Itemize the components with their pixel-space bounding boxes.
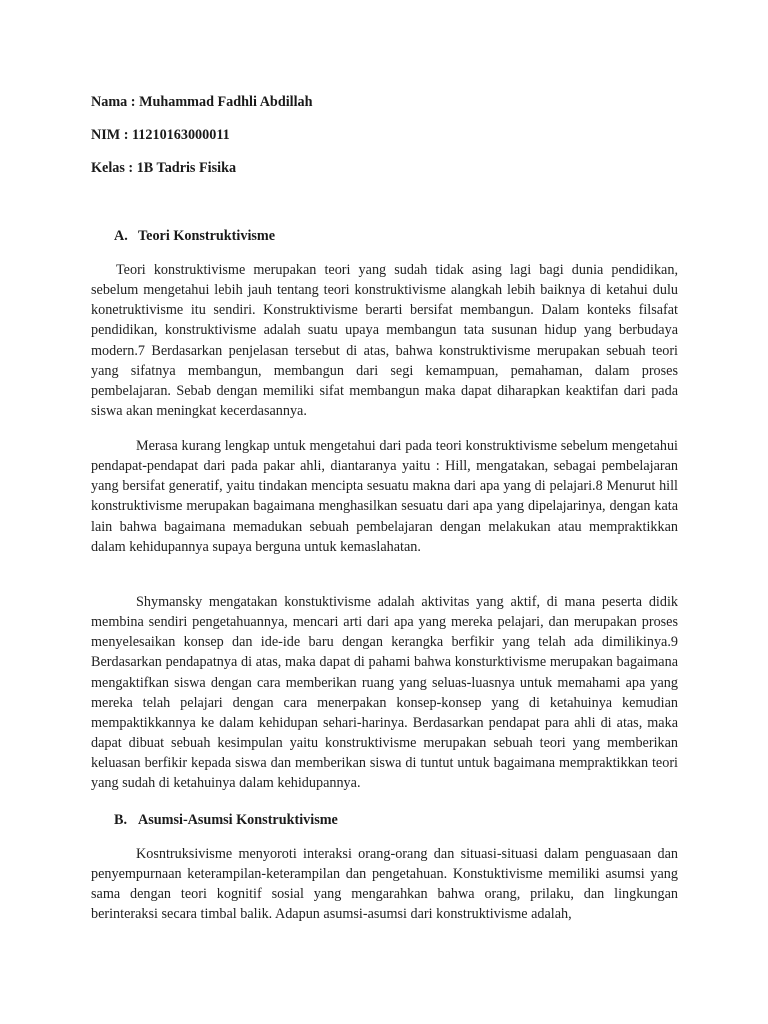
student-name: Nama : Muhammad Fadhli Abdillah	[91, 94, 313, 110]
section-a-paragraph-3: Shymansky mengatakan konstuktivisme adalah aktivitas yang aktif, di mana peserta didik membina sendiri pengetahuannya, mencari arti dari apa yang mereka pelajari, dan merupakan proses menyelesaikan konsep dan ide-ide baru dengan kerangka berfikir yang telah ada dimilikinya.9 Berdasarkan pendapatnya di atas, maka dapat di pahami bahwa konsturktivisme merupakan bagaimana mengaktifkan siswa dengan cara memberikan ruang yang seluas-luasnya untuk memahami apa yang mereka telah pelajari dengan cara menerpakan konsep-konsep yang di ketahuinya kemudian mempaktikkannya ke dalam kehidupan sehari-harinya. Berdasarkan pendapat para ahli di atas, maka dapat dibuat sebuah kesimpulan yaitu konstruktivisme merupakan sebuah teori yang memberikan keluasan berfikir kepada siswa dan memberikan siswa di tuntut untuk bagaimana mempraktikkan teori yang sudah di ketahuinya dalam kehidupannya.	[91, 594, 678, 792]
section-a-number: A.	[114, 228, 128, 244]
section-a-title: Teori Konstruktivisme	[138, 228, 276, 244]
section-b-paragraph-1: Kosntruksivisme menyoroti interaksi orang-orang dan situasi-situasi dalam penguasaan dan penyempurnaan keterampilan-keterampilan dan pengetahuan. Konstuktivisme memiliki asumsi yang sama dengan teori kognitif sosial yang mengarahkan bahwa orang, prilaku, dan lingkungan berinteraksi secara timbal balik. Adapun asumsi-asumsi dari konstruktivisme adalah,	[91, 846, 678, 923]
section-b-number: B.	[114, 812, 128, 828]
section-a-paragraph-1: Teori konstruktivisme merupakan teori yang sudah tidak asing lagi bagi dunia pendidikan, sebelum mengetahui lebih jauh tentang teori konstruktivisme alangkah lebih baiknya di ketahui dulu konetruktivisme itu sendiri. Konstruktivisme berarti bersifat membangun. Dalam konteks filsafat pendidikan, konstruktivisme adalah suatu upaya membangun tata susunan hidup yang berbudaya modern.7 Berdasarkan penjelasan tersebut di atas, bahwa konstruktivisme merupakan sebuah teori yang sifatnya membangun, membangun dari segi kemampuan, pemahaman, dalam proses pembelajaran. Sebab dengan memiliki sifat membangun maka dapat diharapkan keaktifan dari pada siswa akan meningkat kecerdasannya.	[91, 262, 678, 420]
section-b-heading	[114, 812, 338, 829]
section-a-paragraph-2: Merasa kurang lengkap untuk mengetahui dari pada teori konstruktivisme sebelum mengetahui pendapat-pendapat dari pada pakar ahli, diantaranya yaitu : Hill, mengatakan, sebagai pembelajaran yang bersifat generatif, yaitu tindakan mencipta sesuatu makna dari apa yang di pelajari.8 Menurut hill konstruktivisme merupakan bagaimana menghasilkan sesuatu dari apa yang dipelajarinya, dengan kata lain bahwa bagaimana memadukan sebuah pembelajaran dengan melakukan atau mempraktikkan dalam kehidupannya supaya berguna untuk kemaslahatan.	[91, 438, 678, 555]
section-a-heading	[114, 228, 275, 245]
student-class: Kelas : 1B Tadris Fisika	[91, 160, 237, 176]
student-nim: NIM : 11210163000011	[91, 127, 230, 143]
section-b-title: Asumsi-Asumsi Konstruktivisme	[138, 812, 338, 828]
